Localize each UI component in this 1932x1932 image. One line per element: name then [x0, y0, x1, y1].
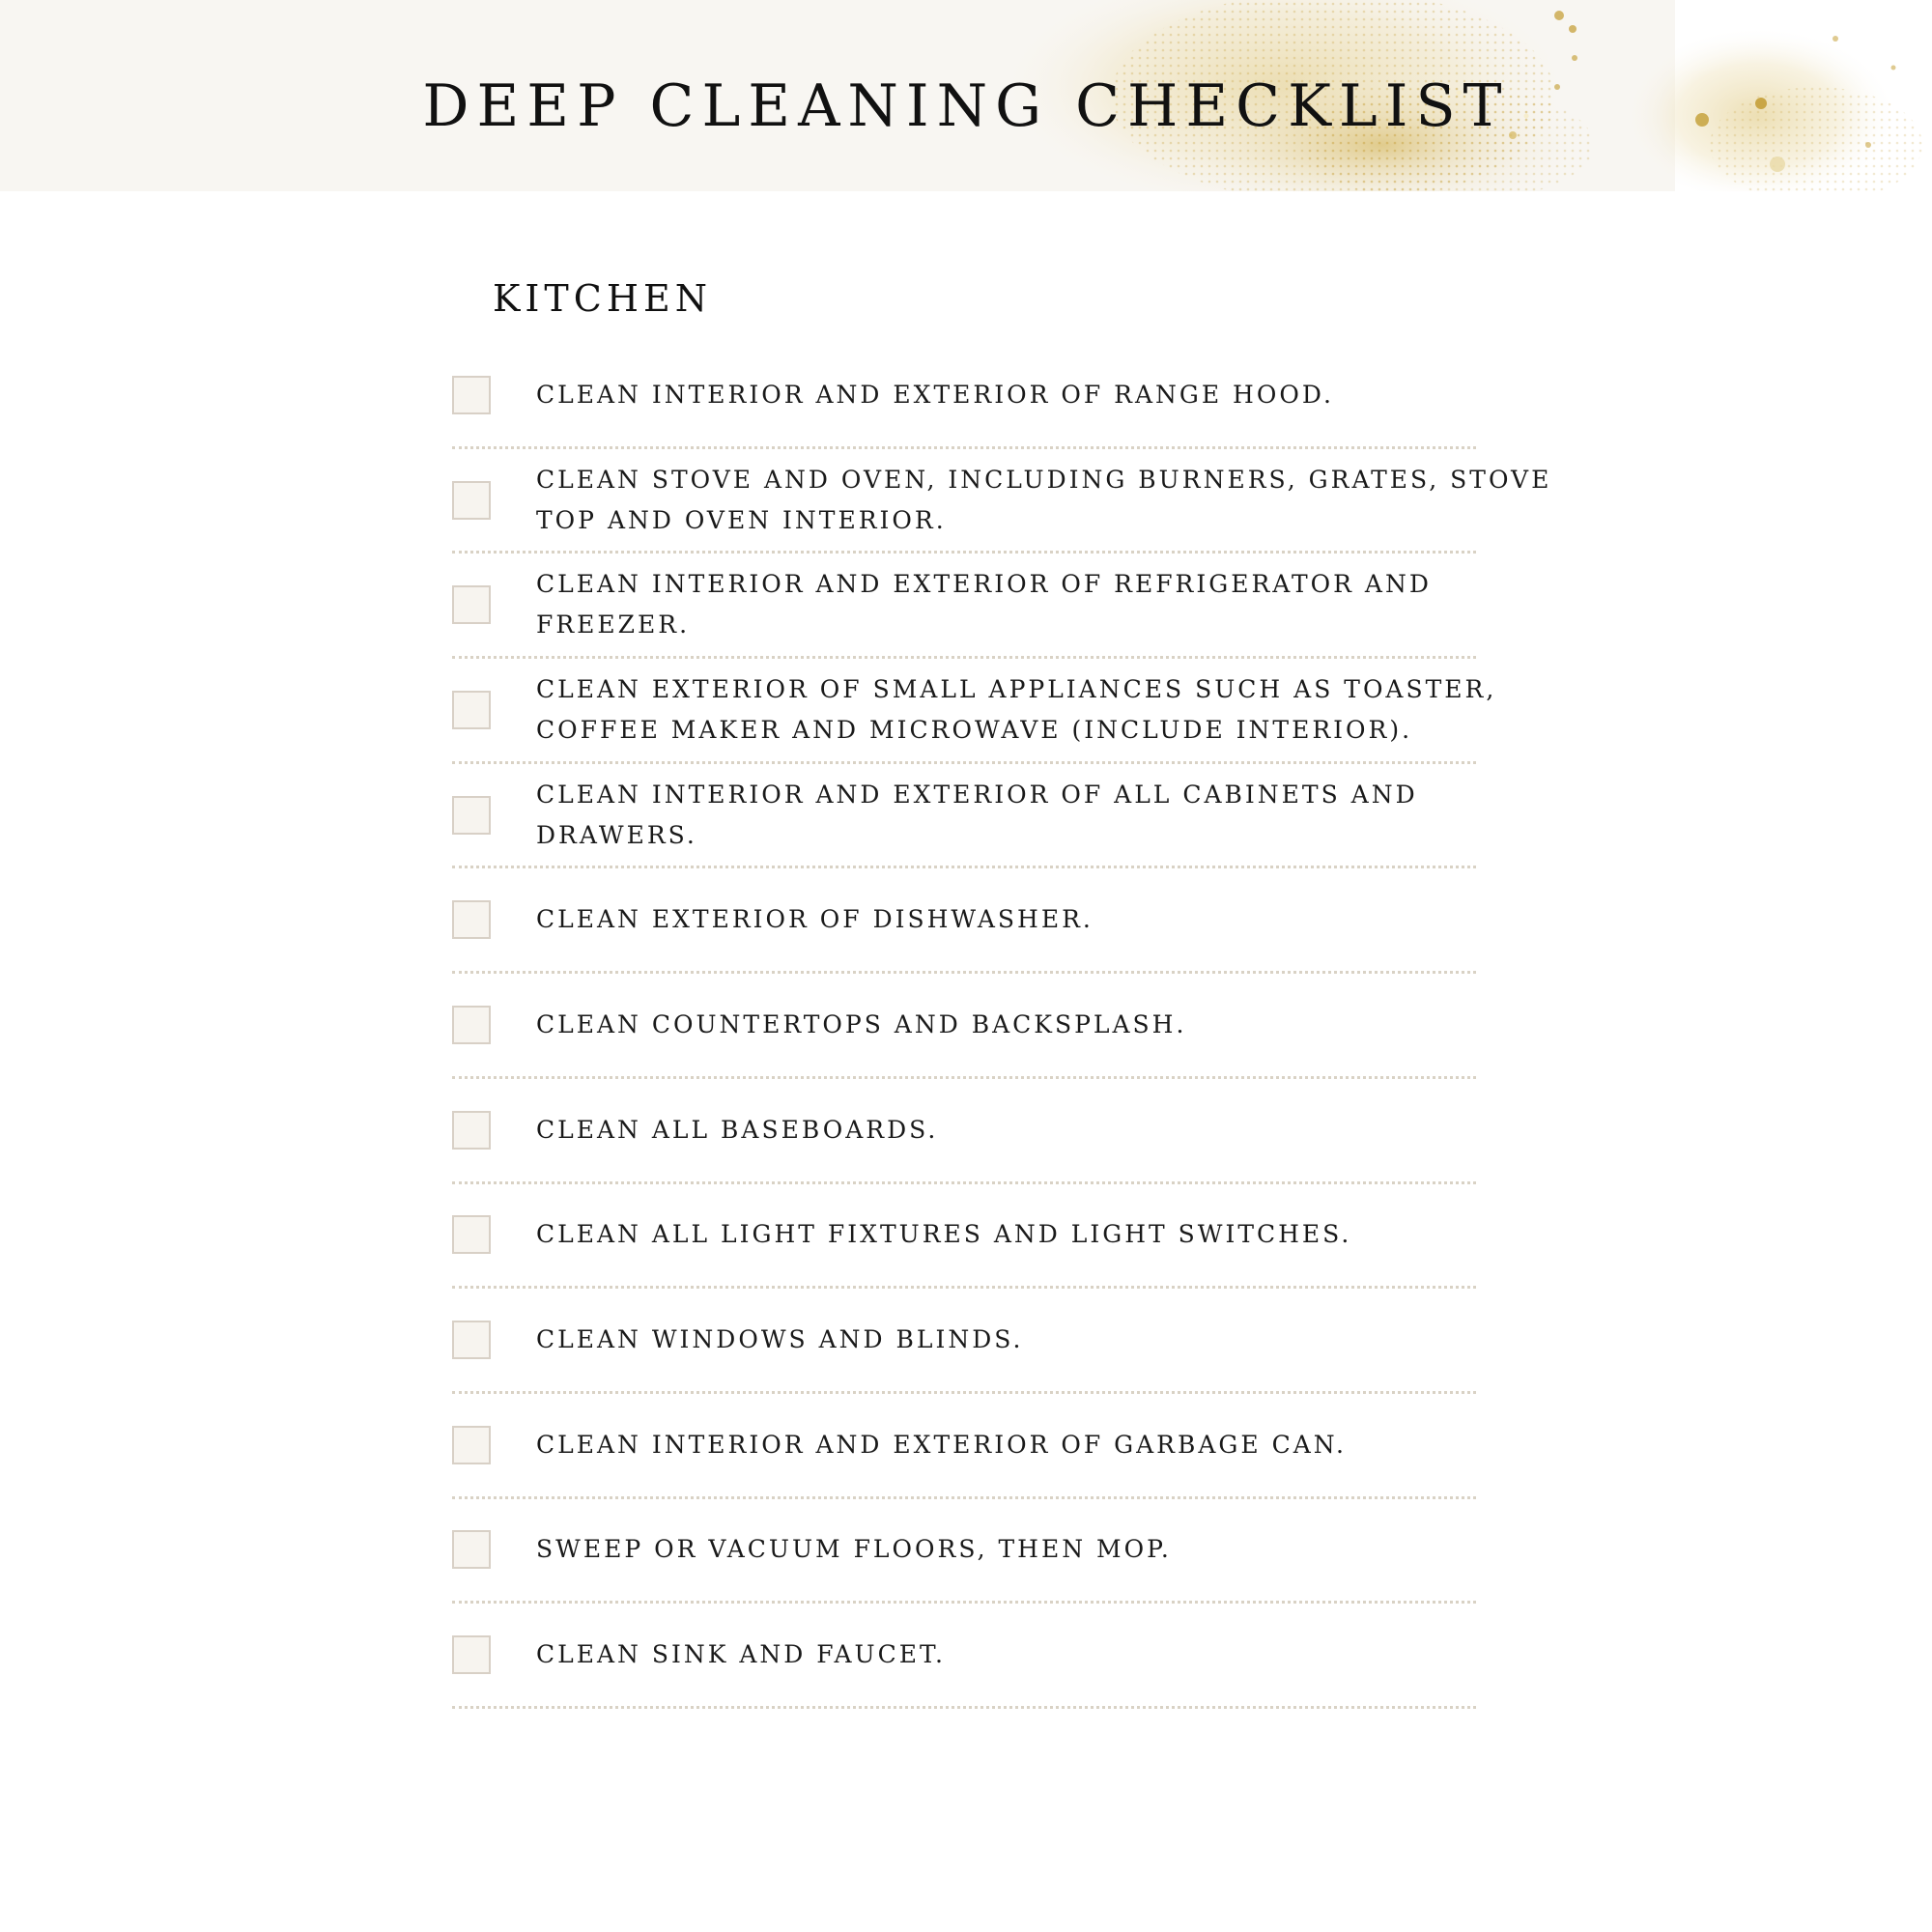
checklist-item: [452, 554, 1476, 659]
checklist-item: [452, 449, 1552, 554]
checklist-item-label: CLEAN INTERIOR AND EXTERIOR OF RANGE HOOD.: [536, 380, 1334, 409]
checklist-item: [452, 1604, 1476, 1709]
checklist-item-label: CLEAN ALL BASEBOARDS.: [536, 1115, 939, 1144]
section-heading-kitchen: KITCHEN: [493, 277, 712, 320]
checkbox[interactable]: [452, 796, 491, 835]
checkbox[interactable]: [452, 1530, 491, 1569]
checklist-item-label: CLEAN EXTERIOR OF SMALL APPLIANCES SUCH AS TOASTER, COFFEE MAKER AND MICROWAVE (INCLUDE INTERIOR).: [536, 674, 1497, 744]
checklist-item-label: CLEAN INTERIOR AND EXTERIOR OF REFRIGERATOR AND FREEZER.: [536, 570, 1432, 639]
checklist-item-label: CLEAN STOVE AND OVEN, INCLUDING BURNERS, GRATES, STOVE TOP AND OVEN INTERIOR.: [536, 465, 1552, 534]
checklist-item: [452, 659, 1497, 764]
kitchen-checklist: [452, 344, 1553, 1709]
checkbox[interactable]: [452, 900, 491, 939]
checkbox[interactable]: [452, 1215, 491, 1254]
checkbox[interactable]: [452, 1635, 491, 1674]
header-banner: [0, 0, 1932, 191]
checkbox[interactable]: [452, 585, 491, 624]
checklist-item: [452, 764, 1476, 869]
checklist-item: [452, 1079, 1476, 1184]
checkbox[interactable]: [452, 376, 491, 414]
checklist-item: [452, 974, 1476, 1079]
checklist-item-label: CLEAN INTERIOR AND EXTERIOR OF GARBAGE CAN.: [536, 1430, 1347, 1459]
checklist-item: [452, 868, 1476, 974]
checklist-item-label: CLEAN WINDOWS AND BLINDS.: [536, 1325, 1024, 1354]
checkbox[interactable]: [452, 1111, 491, 1150]
page-title: DEEP CLEANING CHECKLIST: [422, 72, 1510, 140]
checklist-item-label: CLEAN INTERIOR AND EXTERIOR OF ALL CABINETS AND DRAWERS.: [536, 780, 1418, 849]
checkbox[interactable]: [452, 691, 491, 729]
checkbox[interactable]: [452, 1006, 491, 1044]
checklist-item: [452, 1499, 1476, 1605]
checklist-item: [452, 1184, 1476, 1290]
checklist-item-label: SWEEP OR VACUUM FLOORS, THEN MOP.: [536, 1535, 1172, 1564]
checklist-item: [452, 344, 1476, 449]
checklist-item-label: CLEAN COUNTERTOPS AND BACKSPLASH.: [536, 1009, 1187, 1038]
checklist-item-label: CLEAN SINK AND FAUCET.: [536, 1640, 946, 1669]
checklist-item: [452, 1394, 1476, 1499]
checkbox[interactable]: [452, 1321, 491, 1359]
checkbox[interactable]: [452, 481, 491, 520]
checklist-item-label: CLEAN ALL LIGHT FIXTURES AND LIGHT SWITCHES.: [536, 1220, 1352, 1249]
checklist-item: [452, 1289, 1476, 1394]
checkbox[interactable]: [452, 1426, 491, 1464]
checklist-item-label: CLEAN EXTERIOR OF DISHWASHER.: [536, 905, 1094, 934]
